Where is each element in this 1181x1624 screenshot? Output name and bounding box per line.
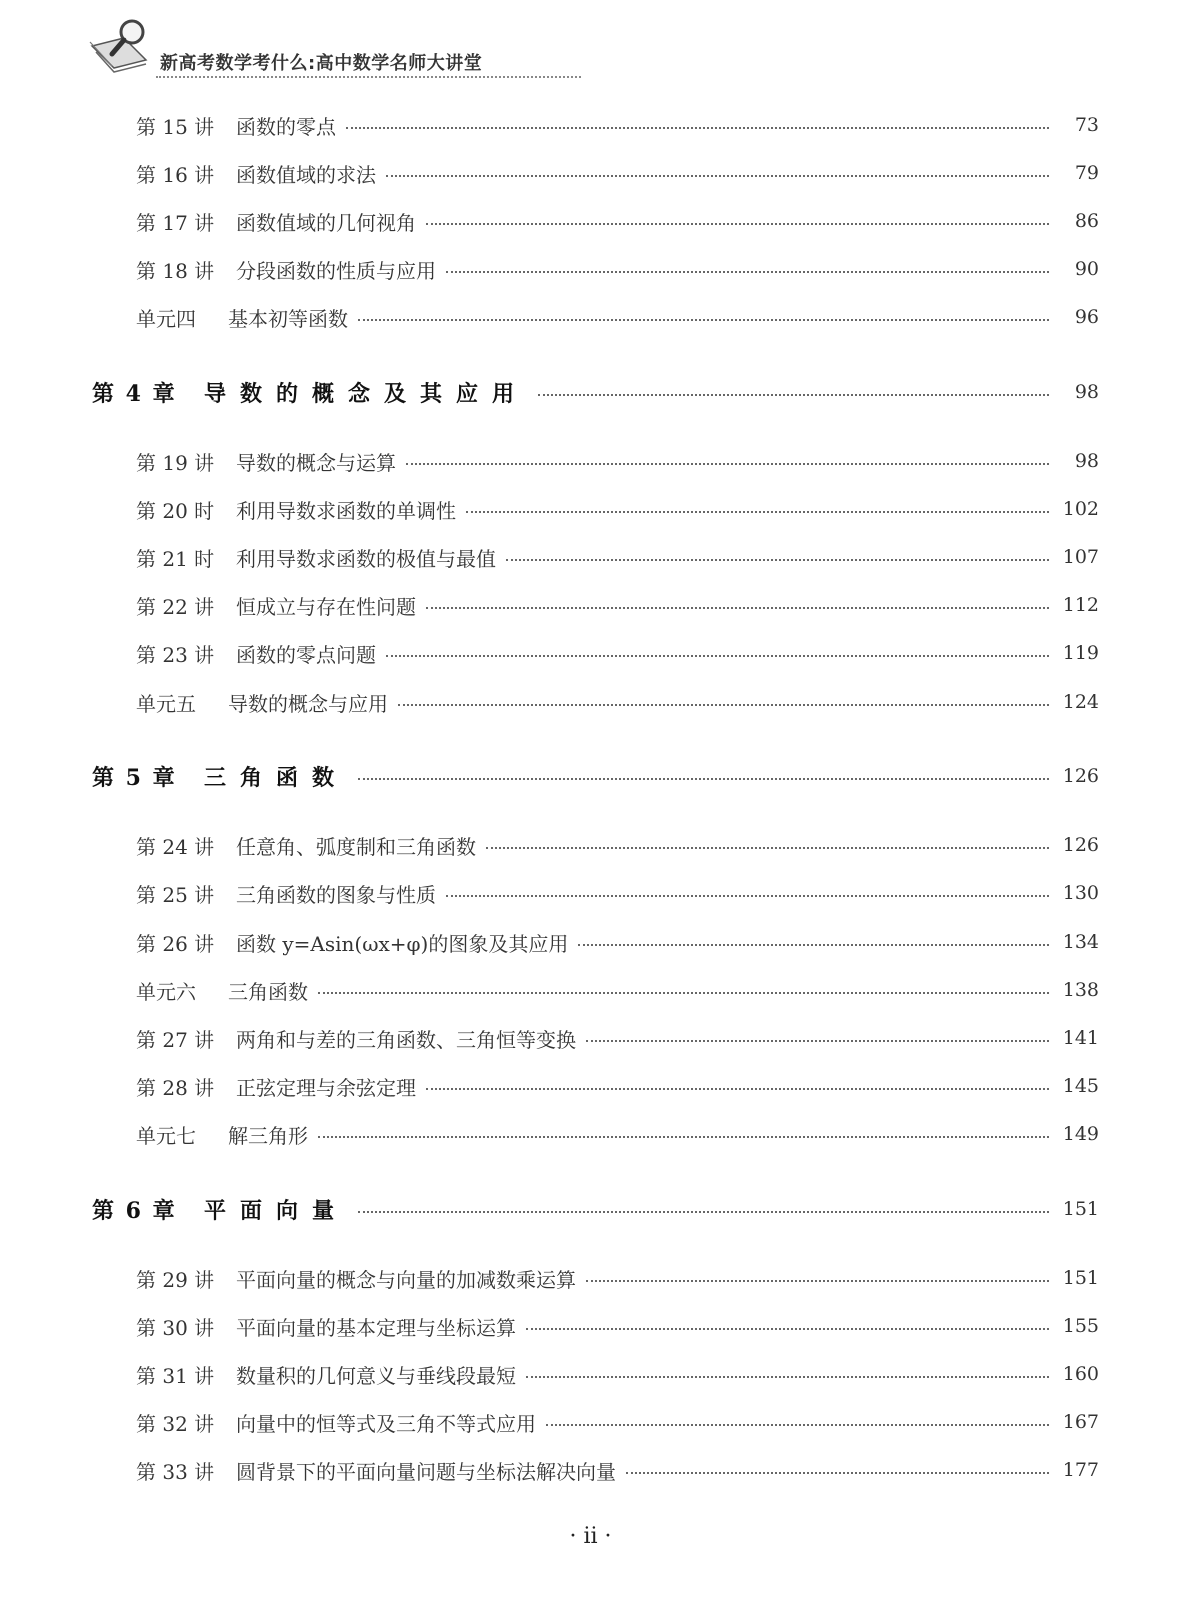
dot-leader	[506, 559, 1049, 561]
entry-label: 第 21 时	[136, 546, 215, 571]
entry-label: 第 5 章	[92, 764, 177, 791]
dot-leader	[358, 319, 1049, 321]
dot-leader	[526, 1376, 1049, 1378]
entry-title: 导数的概念及其应用	[204, 380, 529, 407]
toc-lecture-entry[interactable]	[0, 1402, 1181, 1442]
toc-chapter-entry[interactable]	[0, 1189, 1181, 1229]
entry-title: 函数的零点	[236, 114, 336, 139]
toc-lecture-entry[interactable]	[0, 1066, 1181, 1106]
toc-lecture-entry[interactable]	[0, 249, 1181, 289]
entry-title: 平面向量的基本定理与坐标运算	[236, 1315, 516, 1340]
dot-leader	[406, 463, 1049, 465]
entry-label: 第 19 讲	[136, 450, 215, 475]
dot-leader	[586, 1040, 1049, 1042]
dot-leader	[386, 655, 1049, 657]
toc-lecture-entry[interactable]	[0, 1258, 1181, 1298]
dot-leader	[578, 944, 1049, 946]
entry-title: 利用导数求函数的极值与最值	[236, 546, 496, 571]
toc-unit-entry[interactable]	[0, 970, 1181, 1010]
entry-label: 第 4 章	[92, 380, 177, 407]
entry-label: 第 22 讲	[136, 594, 215, 619]
entry-title: 函数值域的几何视角	[236, 210, 416, 235]
toc-lecture-entry[interactable]	[0, 633, 1181, 673]
entry-page-number: 134	[1062, 931, 1099, 953]
entry-label: 第 27 讲	[136, 1027, 215, 1052]
toc-unit-entry[interactable]	[0, 682, 1181, 722]
entry-page-number: 155	[1062, 1315, 1099, 1337]
entry-label: 第 28 讲	[136, 1075, 215, 1100]
entry-title: 三角函数	[204, 764, 349, 791]
toc-chapter-entry[interactable]	[0, 372, 1181, 412]
entry-label: 单元五	[136, 691, 196, 716]
entry-title: 恒成立与存在性问题	[236, 594, 416, 619]
entry-label: 第 33 讲	[136, 1459, 215, 1484]
toc-lecture-entry[interactable]	[0, 922, 1181, 962]
toc-lecture-entry[interactable]	[0, 537, 1181, 577]
toc-lecture-entry[interactable]	[0, 1354, 1181, 1394]
dot-leader	[318, 992, 1049, 994]
entry-title: 导数的概念与运算	[236, 450, 396, 475]
entry-label: 第 29 讲	[136, 1267, 215, 1292]
dot-leader	[486, 847, 1049, 849]
entry-title: 函数的零点问题	[236, 642, 376, 667]
entry-title: 利用导数求函数的单调性	[236, 498, 456, 523]
entry-page-number: 149	[1062, 1123, 1099, 1145]
entry-label: 第 23 讲	[136, 642, 215, 667]
dot-leader	[426, 223, 1049, 225]
entry-page-number: 160	[1062, 1363, 1099, 1385]
entry-page-number: 177	[1062, 1459, 1099, 1481]
entry-page-number: 124	[1062, 691, 1099, 713]
entry-page-number: 90	[1074, 258, 1099, 280]
entry-page-number: 98	[1074, 450, 1099, 472]
entry-title: 平面向量的概念与向量的加减数乘运算	[236, 1267, 576, 1292]
entry-title: 函数值域的求法	[236, 162, 376, 187]
dot-leader	[546, 1424, 1049, 1426]
toc-lecture-entry[interactable]	[0, 1450, 1181, 1490]
entry-page-number: 151	[1062, 1198, 1099, 1220]
entry-label: 第 32 讲	[136, 1411, 215, 1436]
entry-title: 分段函数的性质与应用	[236, 258, 436, 283]
dot-leader	[426, 607, 1049, 609]
dot-leader	[358, 778, 1049, 780]
dot-leader	[398, 704, 1049, 706]
entry-page-number: 141	[1062, 1027, 1099, 1049]
dot-leader	[318, 1136, 1049, 1138]
toc-lecture-entry[interactable]	[0, 201, 1181, 241]
dot-leader	[586, 1280, 1049, 1282]
entry-page-number: 151	[1062, 1267, 1099, 1289]
entry-page-number: 126	[1062, 834, 1099, 856]
dot-leader	[386, 175, 1049, 177]
toc-lecture-entry[interactable]	[0, 489, 1181, 529]
toc-lecture-entry[interactable]	[0, 585, 1181, 625]
entry-label: 第 31 讲	[136, 1363, 215, 1388]
entry-label: 单元七	[136, 1123, 196, 1148]
dot-leader	[426, 1088, 1049, 1090]
entry-label: 第 18 讲	[136, 258, 215, 283]
entry-page-number: 107	[1062, 546, 1099, 568]
entry-page-number: 126	[1062, 765, 1099, 787]
toc-lecture-entry[interactable]	[0, 1018, 1181, 1058]
entry-page-number: 79	[1074, 162, 1099, 184]
entry-page-number: 96	[1074, 306, 1099, 328]
toc-lecture-entry[interactable]	[0, 1306, 1181, 1346]
entry-label: 第 6 章	[92, 1197, 177, 1224]
entry-label: 第 16 讲	[136, 162, 215, 187]
dot-leader	[626, 1472, 1049, 1474]
header-divider	[156, 76, 581, 78]
entry-page-number: 102	[1062, 498, 1099, 520]
entry-label: 第 17 讲	[136, 210, 215, 235]
entry-title: 三角函数的图象与性质	[236, 882, 436, 907]
toc-lecture-entry[interactable]	[0, 825, 1181, 865]
entry-title: 导数的概念与应用	[228, 691, 388, 716]
page-number: · ⅱ ·	[569, 1524, 612, 1549]
dot-leader	[538, 394, 1049, 396]
entry-title: 圆背景下的平面向量问题与坐标法解决向量	[236, 1459, 616, 1484]
toc-lecture-entry[interactable]	[0, 873, 1181, 913]
entry-label: 单元四	[136, 306, 196, 331]
dot-leader	[526, 1328, 1049, 1330]
entry-title: 向量中的恒等式及三角不等式应用	[236, 1411, 536, 1436]
entry-label: 第 15 讲	[136, 114, 215, 139]
magnifier-book-logo	[88, 16, 158, 78]
entry-title: 任意角、弧度制和三角函数	[236, 834, 476, 859]
entry-page-number: 167	[1062, 1411, 1099, 1433]
entry-title: 解三角形	[228, 1123, 308, 1148]
entry-label: 第 25 讲	[136, 882, 215, 907]
entry-page-number: 130	[1062, 882, 1099, 904]
entry-title: 平面向量	[204, 1197, 349, 1224]
toc-lecture-entry[interactable]	[0, 153, 1181, 193]
toc-unit-entry[interactable]	[0, 1114, 1181, 1154]
dot-leader	[446, 271, 1049, 273]
dot-leader	[346, 127, 1049, 129]
entry-page-number: 138	[1062, 979, 1099, 1001]
entry-page-number: 145	[1062, 1075, 1099, 1097]
toc-unit-entry[interactable]	[0, 297, 1181, 337]
entry-title: 两角和与差的三角函数、三角恒等变换	[236, 1027, 576, 1052]
entry-page-number: 112	[1062, 594, 1099, 616]
entry-page-number: 98	[1074, 381, 1099, 403]
toc-lecture-entry[interactable]	[0, 441, 1181, 481]
dot-leader	[358, 1211, 1049, 1213]
entry-title: 数量积的几何意义与垂线段最短	[236, 1363, 516, 1388]
entry-page-number: 86	[1074, 210, 1099, 232]
entry-title: 三角函数	[228, 979, 308, 1004]
entry-label: 第 24 讲	[136, 834, 215, 859]
entry-title: 正弦定理与余弦定理	[236, 1075, 416, 1100]
entry-page-number: 119	[1062, 642, 1099, 664]
entry-title: 基本初等函数	[228, 306, 348, 331]
toc-chapter-entry[interactable]	[0, 756, 1181, 796]
entry-label: 第 20 时	[136, 498, 215, 523]
entry-label: 第 26 讲	[136, 931, 215, 956]
dot-leader	[446, 895, 1049, 897]
toc-lecture-entry[interactable]	[0, 105, 1181, 145]
entry-title: 函数 y=Asin(ωx+φ)的图象及其应用	[236, 931, 569, 956]
page-header	[88, 16, 508, 78]
dot-leader	[466, 511, 1049, 513]
entry-page-number: 73	[1074, 114, 1099, 136]
entry-label: 第 30 讲	[136, 1315, 215, 1340]
entry-label: 单元六	[136, 979, 196, 1004]
book-title: 新高考数学考什么:高中数学名师大讲堂	[160, 53, 483, 74]
